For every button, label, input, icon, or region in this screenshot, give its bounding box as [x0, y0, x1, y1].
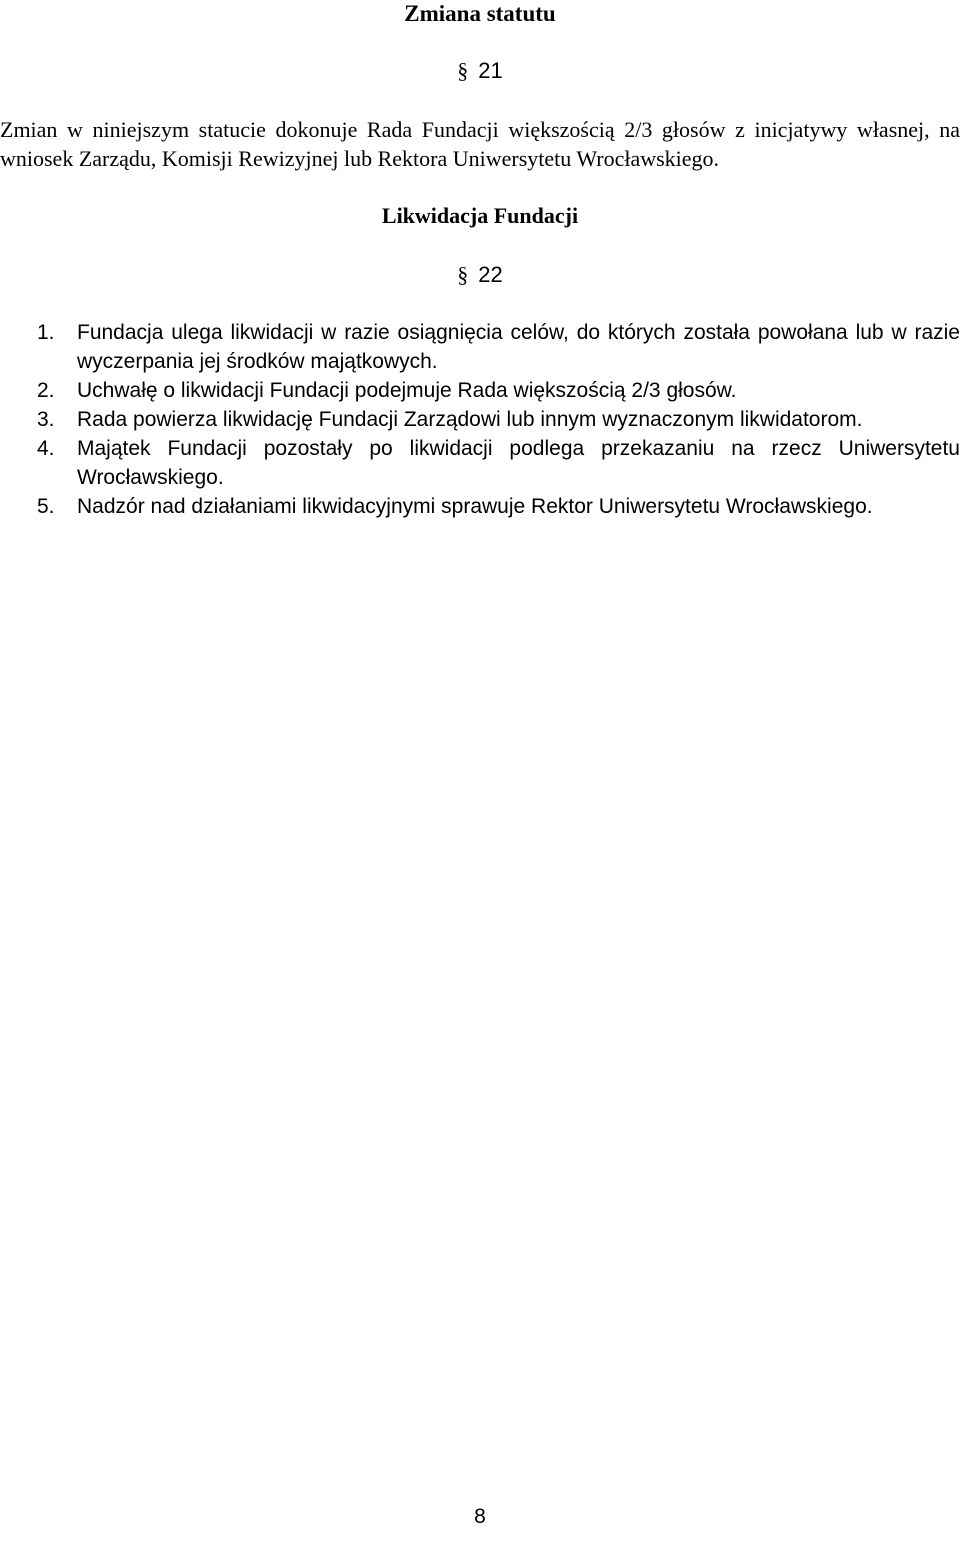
paragraph-number: 21	[478, 58, 503, 83]
list-item-text: Uchwałę o likwidacji Fundacji podejmuje Rada większością 2/3 głosów.	[77, 379, 737, 402]
list-item-number: 5.	[37, 495, 55, 518]
section-title-zmiana-statutu: Zmiana statutu	[404, 1, 556, 26]
section-sign: §	[457, 262, 469, 287]
list-item-text: Nadzór nad działaniami likwidacyjnymi sprawuje Rektor Uniwersytetu Wrocławskiego.	[77, 495, 873, 518]
list-item-number: 4.	[37, 437, 55, 460]
list-item-text: Rada powierza likwidację Fundacji Zarządowi lub innym wyznaczonym likwidatorom.	[77, 408, 863, 431]
list-item-text: Majątek Fundacji pozostały po likwidacji podlega przekazaniu na rzecz Uniwersytetu Wrocławskiego.	[77, 437, 960, 489]
paragraph-number: 22	[478, 262, 503, 287]
section-title-likwidacja-fundacji: Likwidacja Fundacji	[381, 203, 579, 228]
list-item	[37, 318, 960, 376]
list-item	[37, 434, 960, 492]
list-item-text: Fundacja ulega likwidacji w razie osiągnięcia celów, do których została powołana lub w razie wyczerpania jej środków majątkowych.	[77, 321, 960, 373]
page-number: 8	[474, 1505, 486, 1528]
section-sign: §	[457, 58, 469, 83]
list-item-number: 2.	[37, 379, 55, 402]
list-item-number: 1.	[37, 321, 55, 344]
paragraph-body: Zmian w niniejszym statucie dokonuje Rada Fundacji większością 2/3 głosów z inicjatywy własnej, na wniosek Zarządu, Komisji Rewizyjnej lub Rektora Uniwersytetu Wrocławskiego.	[0, 117, 960, 171]
list-item	[37, 376, 960, 405]
paragraph-marker-22	[0, 261, 960, 289]
list-item	[37, 405, 960, 434]
list-item-number: 3.	[37, 408, 55, 431]
list-item	[37, 492, 960, 521]
liquidation-list	[37, 318, 960, 521]
paragraph-marker-21	[0, 57, 960, 85]
